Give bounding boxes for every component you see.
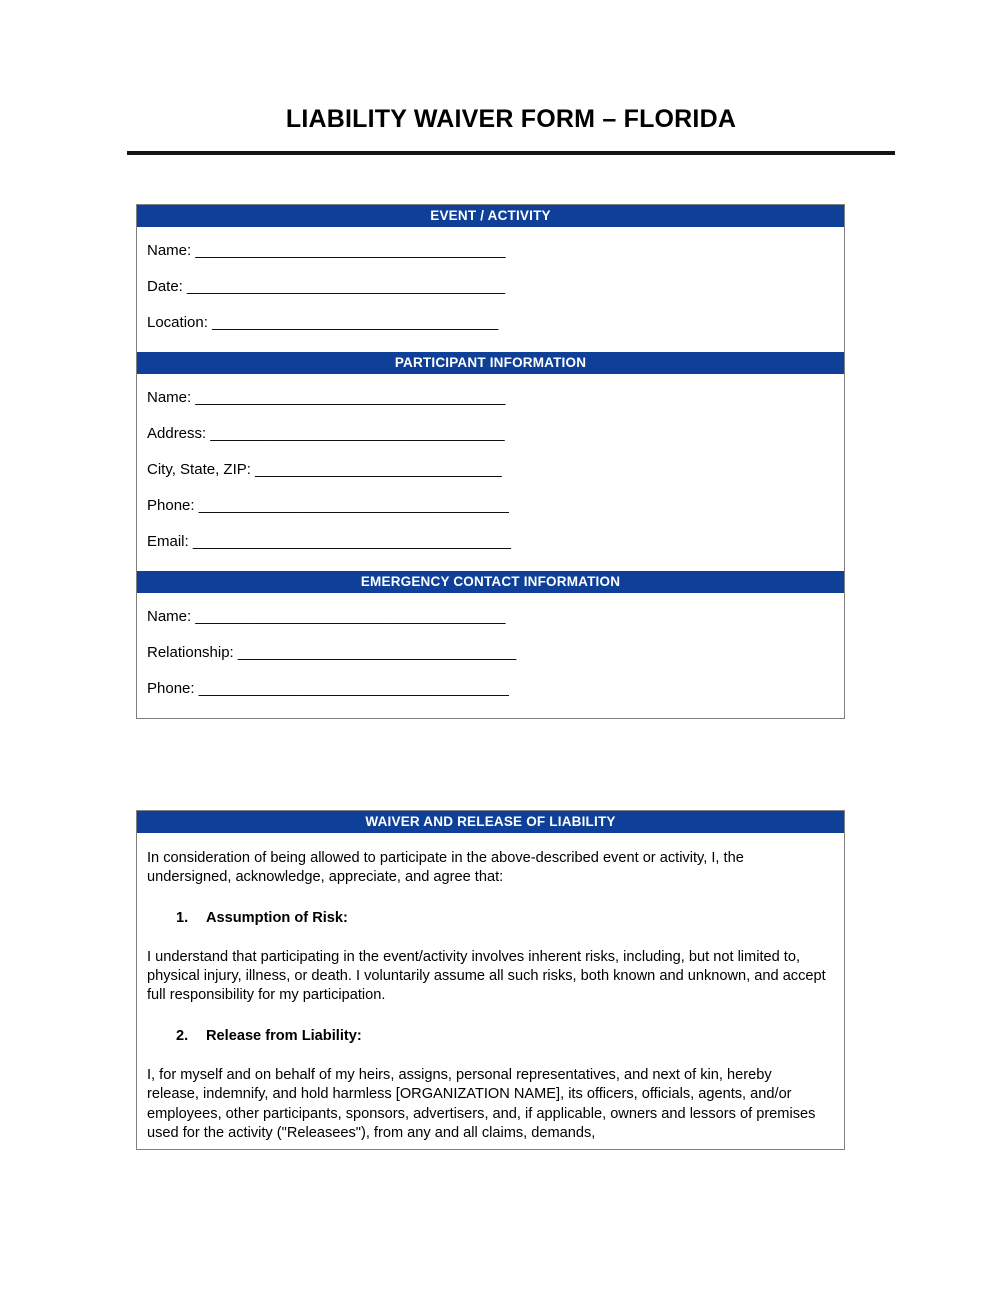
section-header-waiver: WAIVER AND RELEASE OF LIABILITY bbox=[137, 811, 844, 833]
section-body-emergency-contact bbox=[137, 593, 844, 718]
clause-title: Assumption of Risk: bbox=[206, 909, 348, 926]
field-emergency-relationship[interactable] bbox=[137, 643, 844, 662]
field-fill-line: _______________________________________ bbox=[195, 242, 506, 259]
waiver-clause-2-heading bbox=[137, 1027, 844, 1046]
field-label: Name: bbox=[147, 389, 192, 406]
field-participant-name[interactable] bbox=[137, 388, 844, 407]
field-event-date[interactable] bbox=[137, 277, 844, 296]
field-label: Date: bbox=[147, 278, 183, 295]
field-fill-line: _______________________________________ bbox=[195, 389, 506, 406]
field-fill-line: _______________________________ bbox=[255, 461, 502, 478]
field-participant-city-state-zip[interactable] bbox=[137, 460, 844, 479]
field-label: Email: bbox=[147, 533, 189, 550]
waiver-intro-paragraph: In consideration of being allowed to participate in the above-described event or activity, I, the undersigned, acknowledge, appreciate, and agree that: bbox=[147, 850, 744, 886]
field-emergency-name[interactable] bbox=[137, 607, 844, 626]
field-label: Relationship: bbox=[147, 644, 234, 661]
field-event-name[interactable] bbox=[137, 241, 844, 260]
clause-number: 2. bbox=[176, 1027, 189, 1044]
waiver-form-box bbox=[136, 810, 845, 1150]
field-fill-line: _______________________________________ bbox=[195, 608, 506, 625]
field-label: Address: bbox=[147, 425, 207, 442]
field-label: Location: bbox=[147, 314, 208, 331]
field-participant-address[interactable] bbox=[137, 424, 844, 443]
section-body-event bbox=[137, 227, 844, 352]
field-fill-line: _____________________________________ bbox=[210, 425, 505, 442]
field-fill-line: ________________________________________ bbox=[187, 278, 505, 295]
field-fill-line: _______________________________________ bbox=[198, 497, 509, 514]
field-event-location[interactable] bbox=[137, 313, 844, 332]
information-form-box bbox=[136, 204, 845, 719]
section-header-emergency-contact: EMERGENCY CONTACT INFORMATION bbox=[137, 571, 844, 593]
document-title-block bbox=[127, 104, 895, 155]
title-divider bbox=[127, 151, 895, 155]
section-header-participant: PARTICIPANT INFORMATION bbox=[137, 352, 844, 374]
field-label: City, State, ZIP: bbox=[147, 461, 251, 478]
clause-number: 1. bbox=[176, 909, 189, 926]
waiver-clause-2-body: I, for myself and on behalf of my heirs, assigns, personal representatives, and next of kin, hereby release, indemnify, and hold harmless [ORGANIZATION NAME], its officers, officials, agents, and/or employees, other participants, sponsors, advertisers, and, if applicable, owners and lessors of premises used for the activity ("Releasees"), from any and all claims, demands, bbox=[147, 1067, 816, 1141]
field-label: Name: bbox=[147, 242, 192, 259]
field-emergency-phone[interactable] bbox=[137, 679, 844, 698]
page-title: LIABILITY WAIVER FORM – FLORIDA bbox=[285, 105, 737, 133]
field-label: Phone: bbox=[147, 680, 195, 697]
field-participant-email[interactable] bbox=[137, 532, 844, 551]
field-fill-line: ____________________________________ bbox=[212, 314, 498, 331]
field-fill-line: ___________________________________ bbox=[237, 644, 516, 661]
clause-title: Release from Liability: bbox=[206, 1027, 362, 1044]
field-participant-phone[interactable] bbox=[137, 496, 844, 515]
waiver-clause-1-body: I understand that participating in the event/activity involves inherent risks, including, but not limited to, physical injury, illness, or death. I voluntarily assume all such risks, both known and unknown, and accept full responsibility for my participation. bbox=[147, 948, 826, 1004]
field-fill-line: ________________________________________ bbox=[192, 533, 511, 550]
section-body-waiver bbox=[137, 833, 844, 1149]
section-body-participant bbox=[137, 374, 844, 571]
waiver-clause-1-heading bbox=[137, 909, 844, 928]
field-label: Name: bbox=[147, 608, 192, 625]
field-label: Phone: bbox=[147, 497, 195, 514]
section-header-event: EVENT / ACTIVITY bbox=[137, 205, 844, 227]
field-fill-line: _______________________________________ bbox=[198, 680, 509, 697]
